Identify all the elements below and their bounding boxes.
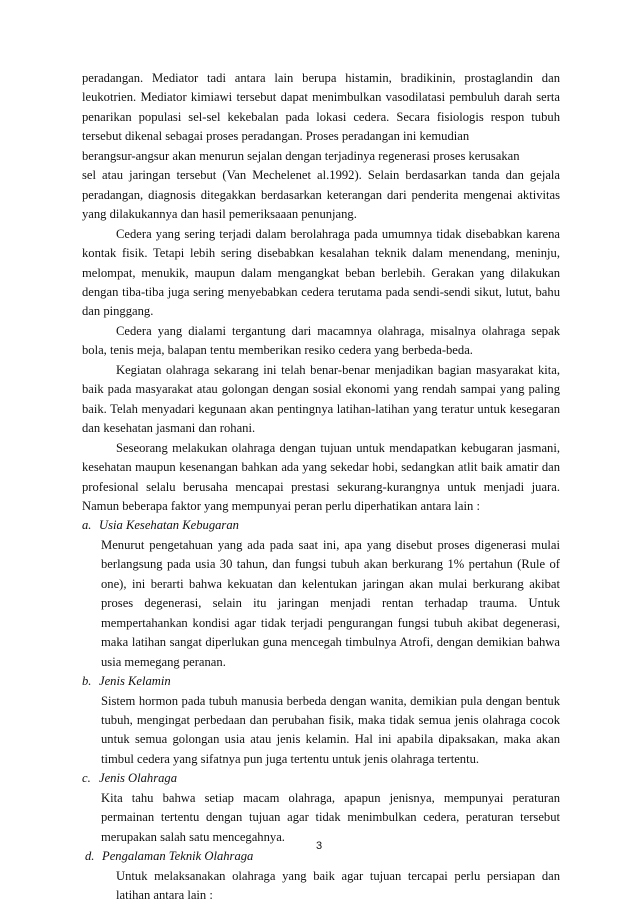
list-item-body: Menurut pengetahuan yang ada pada saat ini, apa yang disebut proses digenerasi mulai berlangsung pada usia 30 tahun, dan fungsi tubuh akan berkurang 1% pertahun (Rule of one), ini berarti bahwa kekuatan dan kelentukan jaringan akan mulai berkurang akibat proses degenerasi, selain itu jaringan menjadi rentan terhadap trauma. Untuk mempertahankan kondisi agar tidak terjadi pengurangan fungsi tubuh akibat degenerasi, maka latihan sangat diperlukan guna mencegah timbulnya Atrofi, dengan demikian bahwa usia memegang peranan. <box>101 537 560 669</box>
list-item-number: b. <box>82 674 92 689</box>
paragraph-1a: peradangan. Mediator tadi antara lain berupa histamin, bradikinin, prostaglandin dan leukotrien. Mediator kimiawi tersebut dapat menimbulkan vasodilatasi pembuluh darah serta penarikan populasi sel-sel kekebalan pada lokasi cedera. Secara fisiologis respon tubuh tersebut dikenal sebagai proses peradangan. Proses peradangan ini kemudian <box>82 71 560 144</box>
list-item-body: Untuk melaksanakan olahraga yang baik agar tujuan tercapai perlu persiapan dan latihan antara lain : <box>116 868 560 903</box>
paragraph-1c: sel atau jaringan tersebut (Van Mechelenet al.1992). Selain berdasarkan tanda dan gejala peradangan, diagnosis ditegakkan berdasarkan keterangan dari penderita mengenai aktivitas yang dilakukannya dan hasil pemeriksaaan penunjang. <box>82 168 560 222</box>
list-item-heading: Usia Kesehatan Kebugaran <box>99 518 239 533</box>
list-item-title <box>82 672 560 691</box>
paragraph-3: Cedera yang dialami tergantung dari macamnya olahraga, misalnya olahraga sepak bola, tenis meja, balapan tentu memberikan resiko cedera yang berbeda-beda. <box>82 323 560 358</box>
list-item-heading: Pengalaman Teknik Olahraga <box>102 849 254 864</box>
list-item-number: d. <box>85 849 95 864</box>
list-item-title <box>82 769 560 788</box>
list-item-heading: Jenis Kelamin <box>99 674 171 689</box>
list-item-heading: Jenis Olahraga <box>99 771 178 786</box>
paragraph-1b: berangsur-angsur akan menurun sejalan dengan terjadinya regenerasi proses kerusakan <box>82 148 520 163</box>
list-item-body: Kita tahu bahwa setiap macam olahraga, apapun jenisnya, mempunyai peraturan permainan tertentu dengan tujuan agar tidak menimbulkan cedera, peraturan tersebut merupakan salah satu mencegahnya. <box>101 790 560 844</box>
list-item-number: a. <box>82 518 92 533</box>
list-item-number: c. <box>82 771 91 786</box>
paragraph-2: Cedera yang sering terjadi dalam berolahraga pada umumnya tidak disebabkan karena kontak fisik. Tetapi lebih sering disebabkan kesalahan teknik dalam menendang, meninju, melompat, menukik, maupun dalam mengangkat beban berlebih. Gerakan yang dilakukan dengan tiba-tiba juga sering menyebabkan cedera terutama pada sendi-sendi sikut, lutut, bahu dan pinggang. <box>82 226 560 319</box>
page-number: 3 <box>315 840 323 852</box>
body-text <box>82 69 560 905</box>
paragraph-5: Seseorang melakukan olahraga dengan tujuan untuk mendapatkan kebugaran jasmani, kesehatan maupun kesenangan bahkan ada yang sekedar hobi, sedangkan atlit baik amatir dan profesional selalu berusaha mencapai prestasi sekurang-kurangnya untuk menjadi juara. Namun beberapa faktor yang mempunyai peran perlu diperhatikan antara lain : <box>82 440 560 513</box>
list-item-title <box>82 516 560 535</box>
paragraph-4: Kegiatan olahraga sekarang ini telah benar-benar menjadikan bagian masyarakat kita, baik pada masyarakat atau golongan dengan sosial ekonomi yang rendah sampai yang paling baik. Telah menyadari kegunaan akan pentingnya latihan-latihan yang teratur untuk kesegaran dan kesehatan jasmani dan rohani. <box>82 362 560 436</box>
list-item-body: Sistem hormon pada tubuh manusia berbeda dengan wanita, demikian pula dengan bentuk tubuh, mengingat perbedaan dan perubahan fisik, maka tidak semua jenis olahraga cocok untuk semua golongan usia atau jenis kelamin. Hal ini apabila dipaksakan, maka akan timbul cedera yang sifatnya pun juga tertentu untuk jenis olahraga tertentu. <box>101 693 560 766</box>
